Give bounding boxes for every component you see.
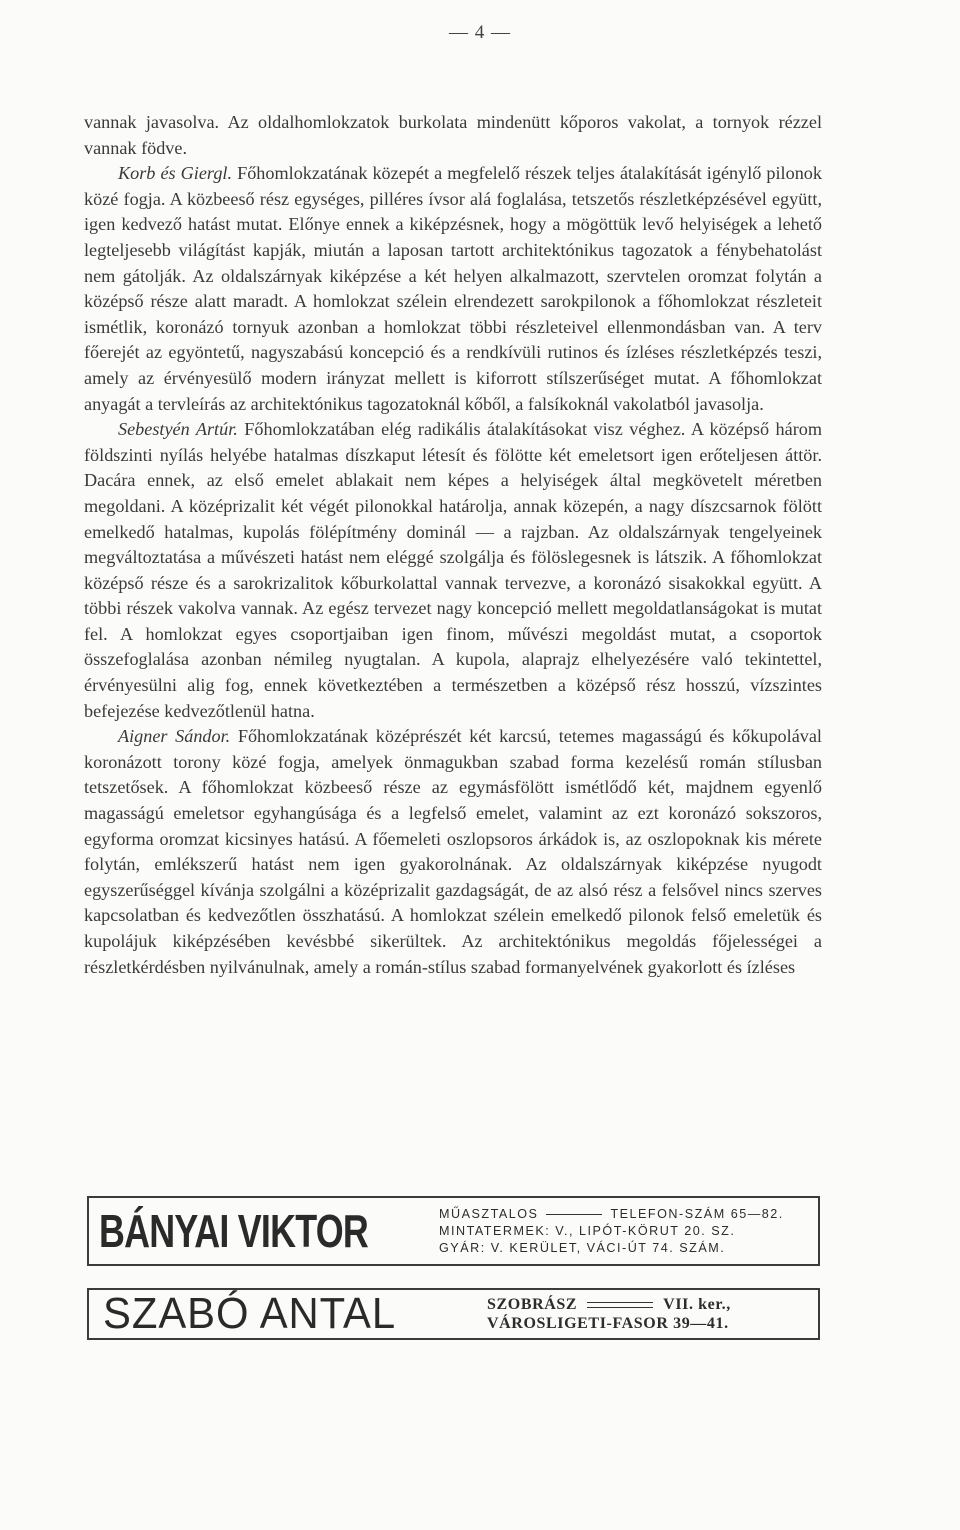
ad-szabo-name: SZABÓ ANTAL (103, 1289, 397, 1338)
ad-banyai-phone: TELEFON-SZÁM 65—82. (610, 1206, 784, 1221)
paragraph-3-lead: Sebestyén Artúr. (118, 419, 238, 440)
ad-banyai-showroom: MINTATERMEK: V., LIPÓT-KÖRUT 20. SZ. (439, 1223, 736, 1238)
ad-banyai-factory: GYÁR: V. KERÜLET, VÁCI-ÚT 74. SZÁM. (439, 1240, 726, 1255)
paragraph-3 (84, 417, 822, 724)
ad-banyai-trade: MŰASZTALOS (439, 1206, 539, 1221)
ad-szabo-trade: SZOBRÁSZ (487, 1296, 578, 1313)
paragraph-2-lead: Korb és Giergl. (118, 163, 233, 184)
ad-szabo-double-rule (587, 1302, 653, 1308)
paragraph-1 (84, 110, 822, 161)
paragraph-3-text: Főhomlokzatában elég radikális átalakításokat visz véghez. A középső három földszinti nyílás helyébe hatalmas díszkaput létesít és fölötte két emeletsort igen erőteljesen áttör. Dacára ennek, az első emelet ablakait nem képes a helyiségek által megkövetelt méretben megoldani. A középrizalit két végét pilonokkal határolja, annak közepén, a nagy díszcsarnok fölött emelkedő hatalmas, kupolás fölépítmény dominál — a rajzban. Az oldalszárnyak tengelyeinek megváltoztatása a művészeti hatást nem eléggé szolgálja és fölöslegesnek is látszik. A főhomlokzat középső része és a sarokrizalitok kőburkolattal vannak tervezve, a koronázó sisakokkal együtt. A többi részek vakolva vannak. Az egész tervezet nagy koncepció mellett megoldatlanságokat is mutat fel. A homlokzat egyes csoportjaiban igen finom, művészi megoldást mutat, a csoportok összefoglalása azonban némileg nyugtalan. A kupola, alaprajz elhelyezésére való tekintettel, érvényesülni alig fog, ennek következtében a természetben a középső rész hosszú, vízszintes befejezése kedvezőtlenül hatna. (84, 419, 822, 721)
ad-banyai-name: BÁNYAI VIKTOR (99, 1205, 368, 1257)
body-text (84, 110, 822, 980)
advertisement-szabo-antal (87, 1288, 820, 1340)
ad-szabo-district: VII. ker., (663, 1296, 731, 1313)
paragraph-4 (84, 724, 822, 980)
page-number: — 4 — (449, 22, 511, 43)
paragraph-1-text: vannak javasolva. Az oldalhomlokzatok burkolata mindenütt kőporos vakolat, a tornyok rézzel vannak födve. (84, 112, 822, 158)
ad-szabo-details (487, 1295, 731, 1333)
advertisement-banyai-viktor (87, 1196, 820, 1266)
ad-szabo-address: VÁROSLIGETI-FASOR 39—41. (487, 1315, 729, 1332)
paragraph-4-text: Főhomlokzatának középrészét két karcsú, tetemes magasságú és kőkupolával koronázott torony közé fogja, amelyek önmagukban szabad forma kezelésű román stílusban tetszetősek. A főhomlokzat közbeeső része az egymásfölött ismétlődő két, majdnem egyenlő magasságú emeletsor egyhangúsága és a legfelső emelet, valamint az ezt koronázó sokszoros, egyforma oromzat kicsinyes hatású. A főemeleti oszlopsoros árkádok is, az oszlopoknak kis mérete folytán, emlékszerű hatást nem igen gyakorolnának. Az oldalszárnyak kiképzése nyugodt egyszerűséggel kívánja szolgálni a középrizalit gazdagságát, de az alsó rész a felsővel nincs szerves kapcsolatban és kedvezőtlen összhatású. A homlokzat szélein emelkedő pilonok felső emeletük és kupolájuk kiképzésében kevésbbé sikerültek. Az architektónikus megoldás főjelességei a részletkérdésben nyilvánulnak, amely a román-stílus szabad formanyelvének gyakorlott és ízléses (84, 726, 822, 977)
ad-banyai-dash (546, 1214, 602, 1215)
paragraph-2-text: Főhomlokzatának közepét a megfelelő részek teljes átalakítását igénylő pilonok közé fogja. A közbeeső rész egységes, pilléres ívsor alá foglalása, tetszetős részletképzésével együtt, igen kedvező hatást mutat. Előnye ennek a kiképzésnek, hogy a mögöttük levő helyiségek a lehető legteljesebb világítást kapják, miután a laposan tartott architektónikus tagozatok a fénybehatolást nem gátolják. Az oldalszárnyak kiképzése a két helyen alkalmazott, szervtelen oromzat folytán a középső része alatt maradt. A homlokzat szélein elrendezett sarokpilonok a főhomlokzat részleteit ismétlik, koronázó tornyuk azonban a homlokzat többi részleteivel ellenmondásban van. A terv főerejét az egyöntetű, nagyszabású koncepció és a rendkívüli rutinos és ízléses részletképzés teszi, amely az érvényesülő modern irányzat mellett is kiforrott stílszerűséget mutat. A főhomlokzat anyagát a tervleírás az architektónikus tagozatoknál kőből, a falsíkoknál vakolatból javasolja. (84, 163, 822, 414)
paragraph-4-lead: Aigner Sándor. (118, 726, 231, 747)
paragraph-2 (84, 161, 822, 417)
ad-banyai-details (439, 1206, 784, 1257)
